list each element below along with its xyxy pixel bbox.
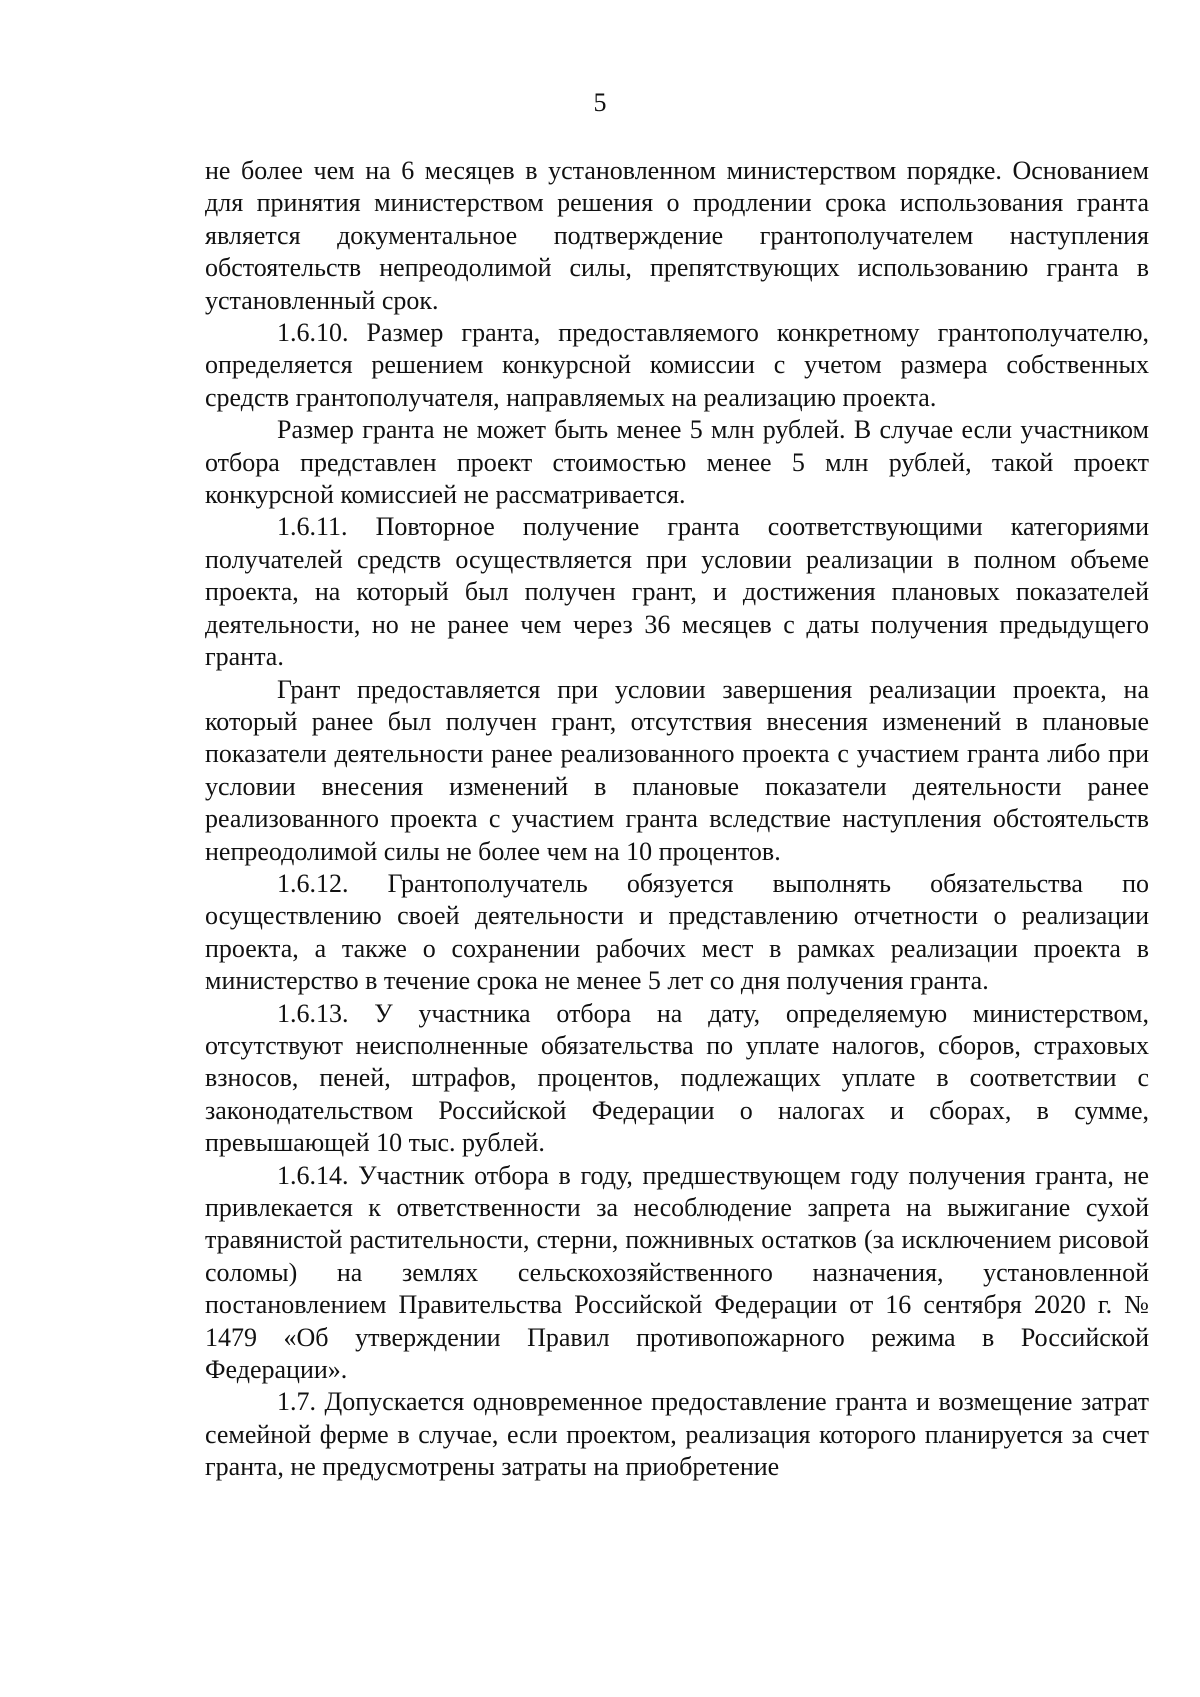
paragraph-1-7: 1.7. Допускается одновременное предоставление гранта и возмещение затрат семейной ферме в случае, если проектом, реализация которого планируется за счет гранта, не предусмотрены затраты на приобретение: [205, 1387, 1149, 1482]
paragraph-1-6-11: 1.6.11. Повторное получение гранта соответствующими категориями получателей средств осуществляется при условии реализации в полном объеме проекта, на который был получен грант, и достижения плановых показателей деятельности, но не ранее чем через 36 месяцев с даты получения предыдущего гранта.: [205, 512, 1149, 672]
paragraph-1-6-14: 1.6.14. Участник отбора в году, предшествующем году получения гранта, не привлекается к ответственности за несоблюдение запрета на выжигание сухой травянистой растительности, стерни, пожнивных остатков (за исключением рисовой соломы) на землях сельскохозяйственного назначения, установленной постановлением Правительства Российской Федерации от 16 сентября 2020 г. № 1479 «Об утверждении Правил противопожарного режима в Российской Федерации».: [205, 1160, 1149, 1385]
paragraph-1-6-10: 1.6.10. Размер гранта, предоставляемого конкретному грантополучателю, определяется решением конкурсной комиссии с учетом размера собственных средств грантополучателя, направляемых на реализацию проекта.: [205, 318, 1149, 412]
document-body: [205, 155, 1149, 1484]
paragraph-grant-conditions: Грант предоставляется при условии завершения реализации проекта, на который ранее был получен грант, отсутствия внесения изменений в плановые показатели деятельности ранее реализованного проекта с участием гранта либо при условии внесения изменений в плановые показатели деятельности ранее реализованного проекта с участием гранта вследствие наступления обстоятельств непреодолимой силы не более чем на 10 процентов.: [205, 674, 1149, 866]
paragraph-1-6-12: 1.6.12. Грантополучатель обязуется выполнять обязательства по осуществлению своей деятельности и представлению отчетности о реализации проекта, а также о сохранении рабочих мест в рамках реализации проекта в министерство в течение срока не менее 5 лет со дня получения гранта.: [205, 868, 1149, 996]
page-number: 5: [593, 88, 607, 117]
paragraph-grant-extension: не более чем на 6 месяцев в установленном министерством порядке. Основанием для принятия министерством решения о продлении срока использования гранта является документальное подтверждение грантополучателем наступления обстоятельств непреодолимой силы, препятствующих использованию гранта в установленный срок.: [205, 156, 1149, 315]
paragraph-grant-minimum: Размер гранта не может быть менее 5 млн рублей. В случае если участником отбора представлен проект стоимостью менее 5 млн рублей, такой проект конкурсной комиссией не рассматривается.: [205, 415, 1149, 510]
paragraph-1-6-13: 1.6.13. У участника отбора на дату, определяемую министерством, отсутствуют неисполненные обязательства по уплате налогов, сборов, страховых взносов, пеней, штрафов, процентов, подлежащих уплате в соответствии с законодательством Российской Федерации о налогах и сборах, в сумме, превышающей 10 тыс. рублей.: [205, 998, 1149, 1158]
